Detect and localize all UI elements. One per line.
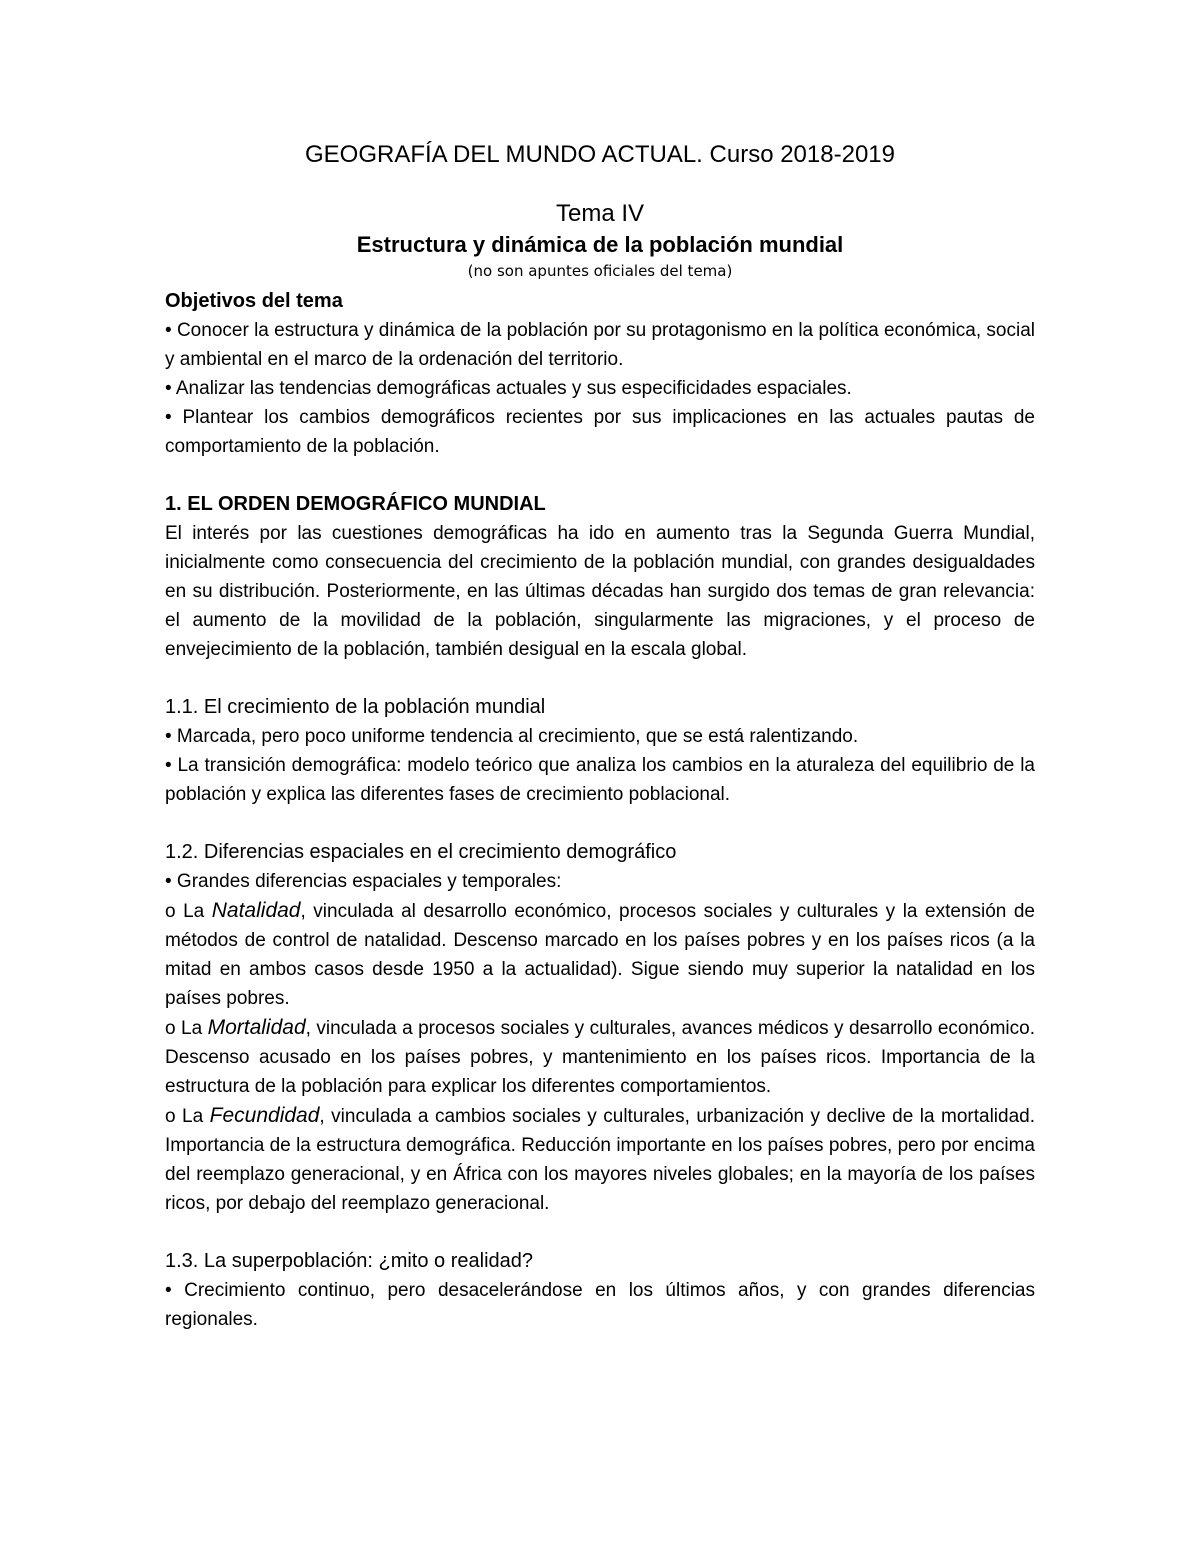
objectives-heading: Objetivos del tema <box>165 290 343 312</box>
section-1-body: El interés por las cuestiones demográficas ha ido en aumento tras la Segunda Guerra Mundial, inicialmente como consecuencia del crecimiento de la población mundial, con grandes desigualdades en su distribución. Posteriormente, en las últimas décadas han surgido dos temas de gran relevancia: el aumento de la movilidad de la población, singularmente las migraciones, y el proceso de envejecimiento de la población, también desigual en la escala global. <box>165 523 1035 660</box>
objective-item: • Analizar las tendencias demográficas actuales y sus especificidades espaciales. <box>165 378 852 399</box>
fecundidad-text: , vinculada a cambios sociales y culturales, urbanización y declive de la mortalidad. Importancia de la estructura demográfica. Reducción importante en los países pobres, pero por encima del reemplazo generacional, y en África con los mayores niveles globales; en la mayoría de los países ricos, por debajo del reemplazo generacional. <box>165 1106 1035 1214</box>
fecundidad-item <box>165 1101 1035 1218</box>
mortalidad-item <box>165 1013 1035 1101</box>
fecundidad-prefix: o La <box>165 1106 210 1127</box>
section-1-1-heading: 1.1. El crecimiento de la población mundial <box>165 696 546 718</box>
section-1-1-item: • Marcada, pero poco uniforme tendencia al crecimiento, que se está ralentizando. <box>165 726 859 747</box>
objective-item: • Plantear los cambios demográficos recientes por sus implicaciones en las actuales pautas de comportamiento de la población. <box>165 407 1035 457</box>
natalidad-prefix: o La <box>165 901 212 922</box>
document-page <box>165 136 1035 1334</box>
document-title: GEOGRAFÍA DEL MUNDO ACTUAL. Curso 2018-2019 <box>305 141 895 168</box>
section-1-heading: 1. EL ORDEN DEMOGRÁFICO MUNDIAL <box>165 493 546 515</box>
objective-item: • Conocer la estructura y dinámica de la población por su protagonismo en la política económica, social y ambiental en el marco de la ordenación del territorio. <box>165 320 1035 370</box>
section-1-2-heading: 1.2. Diferencias espaciales en el crecimiento demográfico <box>165 841 677 863</box>
topic-number: Tema IV <box>555 200 645 227</box>
section-1-3-heading: 1.3. La superpoblación: ¿mito o realidad? <box>165 1250 534 1272</box>
natalidad-term: Natalidad <box>211 899 301 922</box>
section-1-3-item: • Crecimiento continuo, pero desacelerándose en los últimos años, y con grandes diferencias regionales. <box>165 1280 1035 1330</box>
natalidad-text: , vinculada al desarrollo económico, procesos sociales y culturales y la extensión de métodos de control de natalidad. Descenso marcado en los países pobres y en los países ricos (a la mitad en ambos casos desde 1950 a la actualidad). Sigue siendo muy superior la natalidad en los países pobres. <box>165 901 1035 1009</box>
natalidad-item <box>165 896 1035 1013</box>
section-1-2-intro: • Grandes diferencias espaciales y temporales: <box>165 871 562 892</box>
unofficial-note: (no son apuntes oficiales del tema) <box>467 262 733 280</box>
mortalidad-term: Mortalidad <box>207 1016 306 1039</box>
fecundidad-term: Fecundidad <box>209 1104 320 1127</box>
mortalidad-prefix: o La <box>165 1018 208 1039</box>
topic-title: Estructura y dinámica de la población mundial <box>356 232 844 257</box>
mortalidad-text: , vinculada a procesos sociales y culturales, avances médicos y desarrollo económico. Descenso acusado en los países pobres, y mantenimiento en los países ricos. Importancia de la estructura de la población para explicar los diferentes comportamientos. <box>165 1018 1035 1097</box>
section-1-1-item: • La transición demográfica: modelo teórico que analiza los cambios en la aturaleza del equilibrio de la población y explica las diferentes fases de crecimiento poblacional. <box>165 755 1035 805</box>
